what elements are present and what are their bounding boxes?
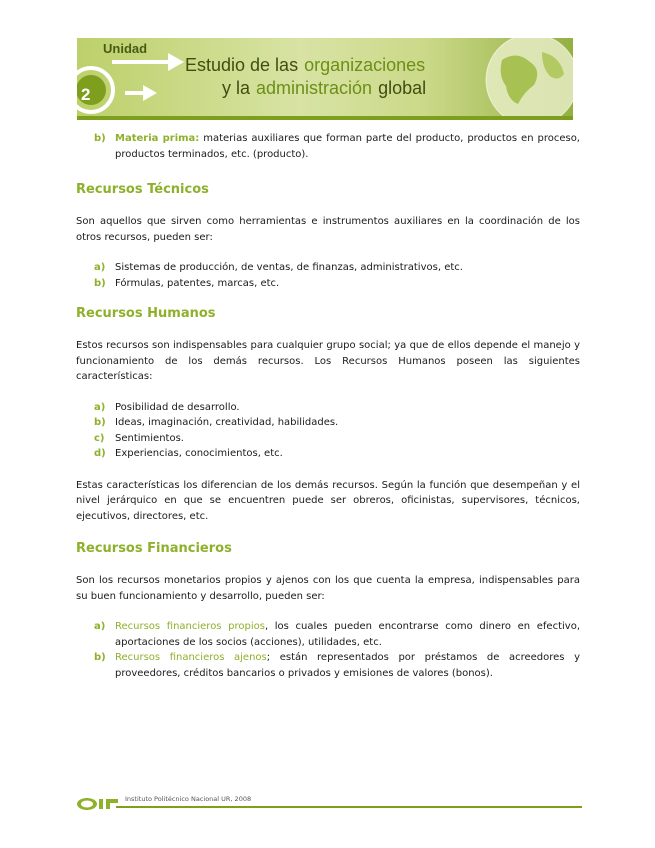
list-item (76, 276, 580, 292)
paragraph: Son aquellos que sirven como herramientas e instrumentos auxiliares en la coordinación de los otros recursos, pueden ser: (76, 216, 580, 243)
list-item-label: Recursos financieros ajenos (115, 652, 267, 663)
list-item-text: materias auxiliares que forman parte del producto, productos en proceso, productos terminados, etc. (producto). (115, 133, 580, 160)
humanos-list (76, 400, 580, 462)
list-item (76, 446, 580, 462)
list-item (76, 415, 580, 431)
list-item-text: Sistemas de producción, de ventas, de finanzas, administrativos, etc. (115, 262, 463, 273)
financieros-list (76, 619, 580, 681)
paragraph: Estos recursos son indispensables para cualquier grupo social; ya que de ellos depende el manejo y funcionamiento de los demás recursos. Los Recursos Humanos poseen las siguientes características: (76, 340, 580, 382)
list-marker: b) (94, 277, 106, 289)
list-item-text: Ideas, imaginación, creatividad, habilidades. (115, 417, 339, 428)
unit-banner (77, 38, 573, 120)
list-marker: a) (94, 401, 106, 413)
list-marker: b) (94, 652, 106, 663)
list-item-text: Experiencias, conocimientos, etc. (115, 448, 283, 459)
banner-title-line-1: Estudio de las organizaciones (185, 55, 426, 75)
institution-logo-icon (76, 795, 122, 811)
list-item-label: Materia prima: (115, 133, 200, 144)
paragraph: Estas características los diferencian de los demás recursos. Según la función que desempeñan y el nivel jerárquico en que se encuentren puede ser obreros, oficinistas, supervisores, técnicos, ejecutivos, directores, etc. (76, 479, 580, 522)
unit-number: 2 (81, 85, 91, 104)
page-footer (76, 795, 582, 811)
tecnicos-list (76, 260, 580, 291)
unit-label: Unidad (103, 41, 148, 56)
list-item-text: Sentimientos. (115, 432, 184, 444)
list-item (76, 619, 580, 650)
globe-icon (472, 38, 573, 120)
list-marker: b) (94, 417, 106, 428)
arrow-right-icon (112, 52, 186, 72)
list-item-text: ; están representados por préstamos de acreedores y proveedores, créditos bancarios o privados y emisiones de valores (bonos). (115, 652, 580, 679)
list-item-text: , los cuales pueden encontrarse como dinero en efectivo, aportaciones de los socios (acciones), utilidades, etc. (115, 621, 580, 648)
list-item (76, 131, 580, 162)
document-body (76, 131, 580, 681)
section-heading-financieros: Recursos Financieros (76, 541, 232, 556)
list-marker: b) (94, 133, 106, 144)
list-item-label: Recursos financieros propios (115, 621, 265, 632)
list-item (76, 431, 580, 447)
list-marker: c) (94, 432, 105, 444)
list-item-text: Posibilidad de desarrollo. (115, 401, 240, 413)
list-item (76, 400, 580, 416)
intro-list (76, 131, 580, 162)
list-marker: a) (94, 262, 106, 273)
list-item (76, 260, 580, 276)
section-heading-humanos: Recursos Humanos (76, 306, 216, 321)
list-item (76, 650, 580, 681)
section-heading-tecnicos: Recursos Técnicos (76, 182, 209, 197)
arrow-right-icon (125, 84, 159, 102)
banner-title-line-2: y la administración global (222, 78, 427, 98)
footer-credit: Instituto Politécnico Nacional UR, 2008 (125, 795, 252, 803)
footer-divider (116, 806, 582, 808)
paragraph: Son los recursos monetarios propios y ajenos con los que cuenta la empresa, indispensables para su buen funcionamiento y desarrollo, pueden ser: (76, 575, 580, 602)
list-item-text: Fórmulas, patentes, marcas, etc. (115, 277, 280, 289)
list-marker: a) (94, 621, 106, 632)
list-marker: d) (94, 448, 106, 459)
